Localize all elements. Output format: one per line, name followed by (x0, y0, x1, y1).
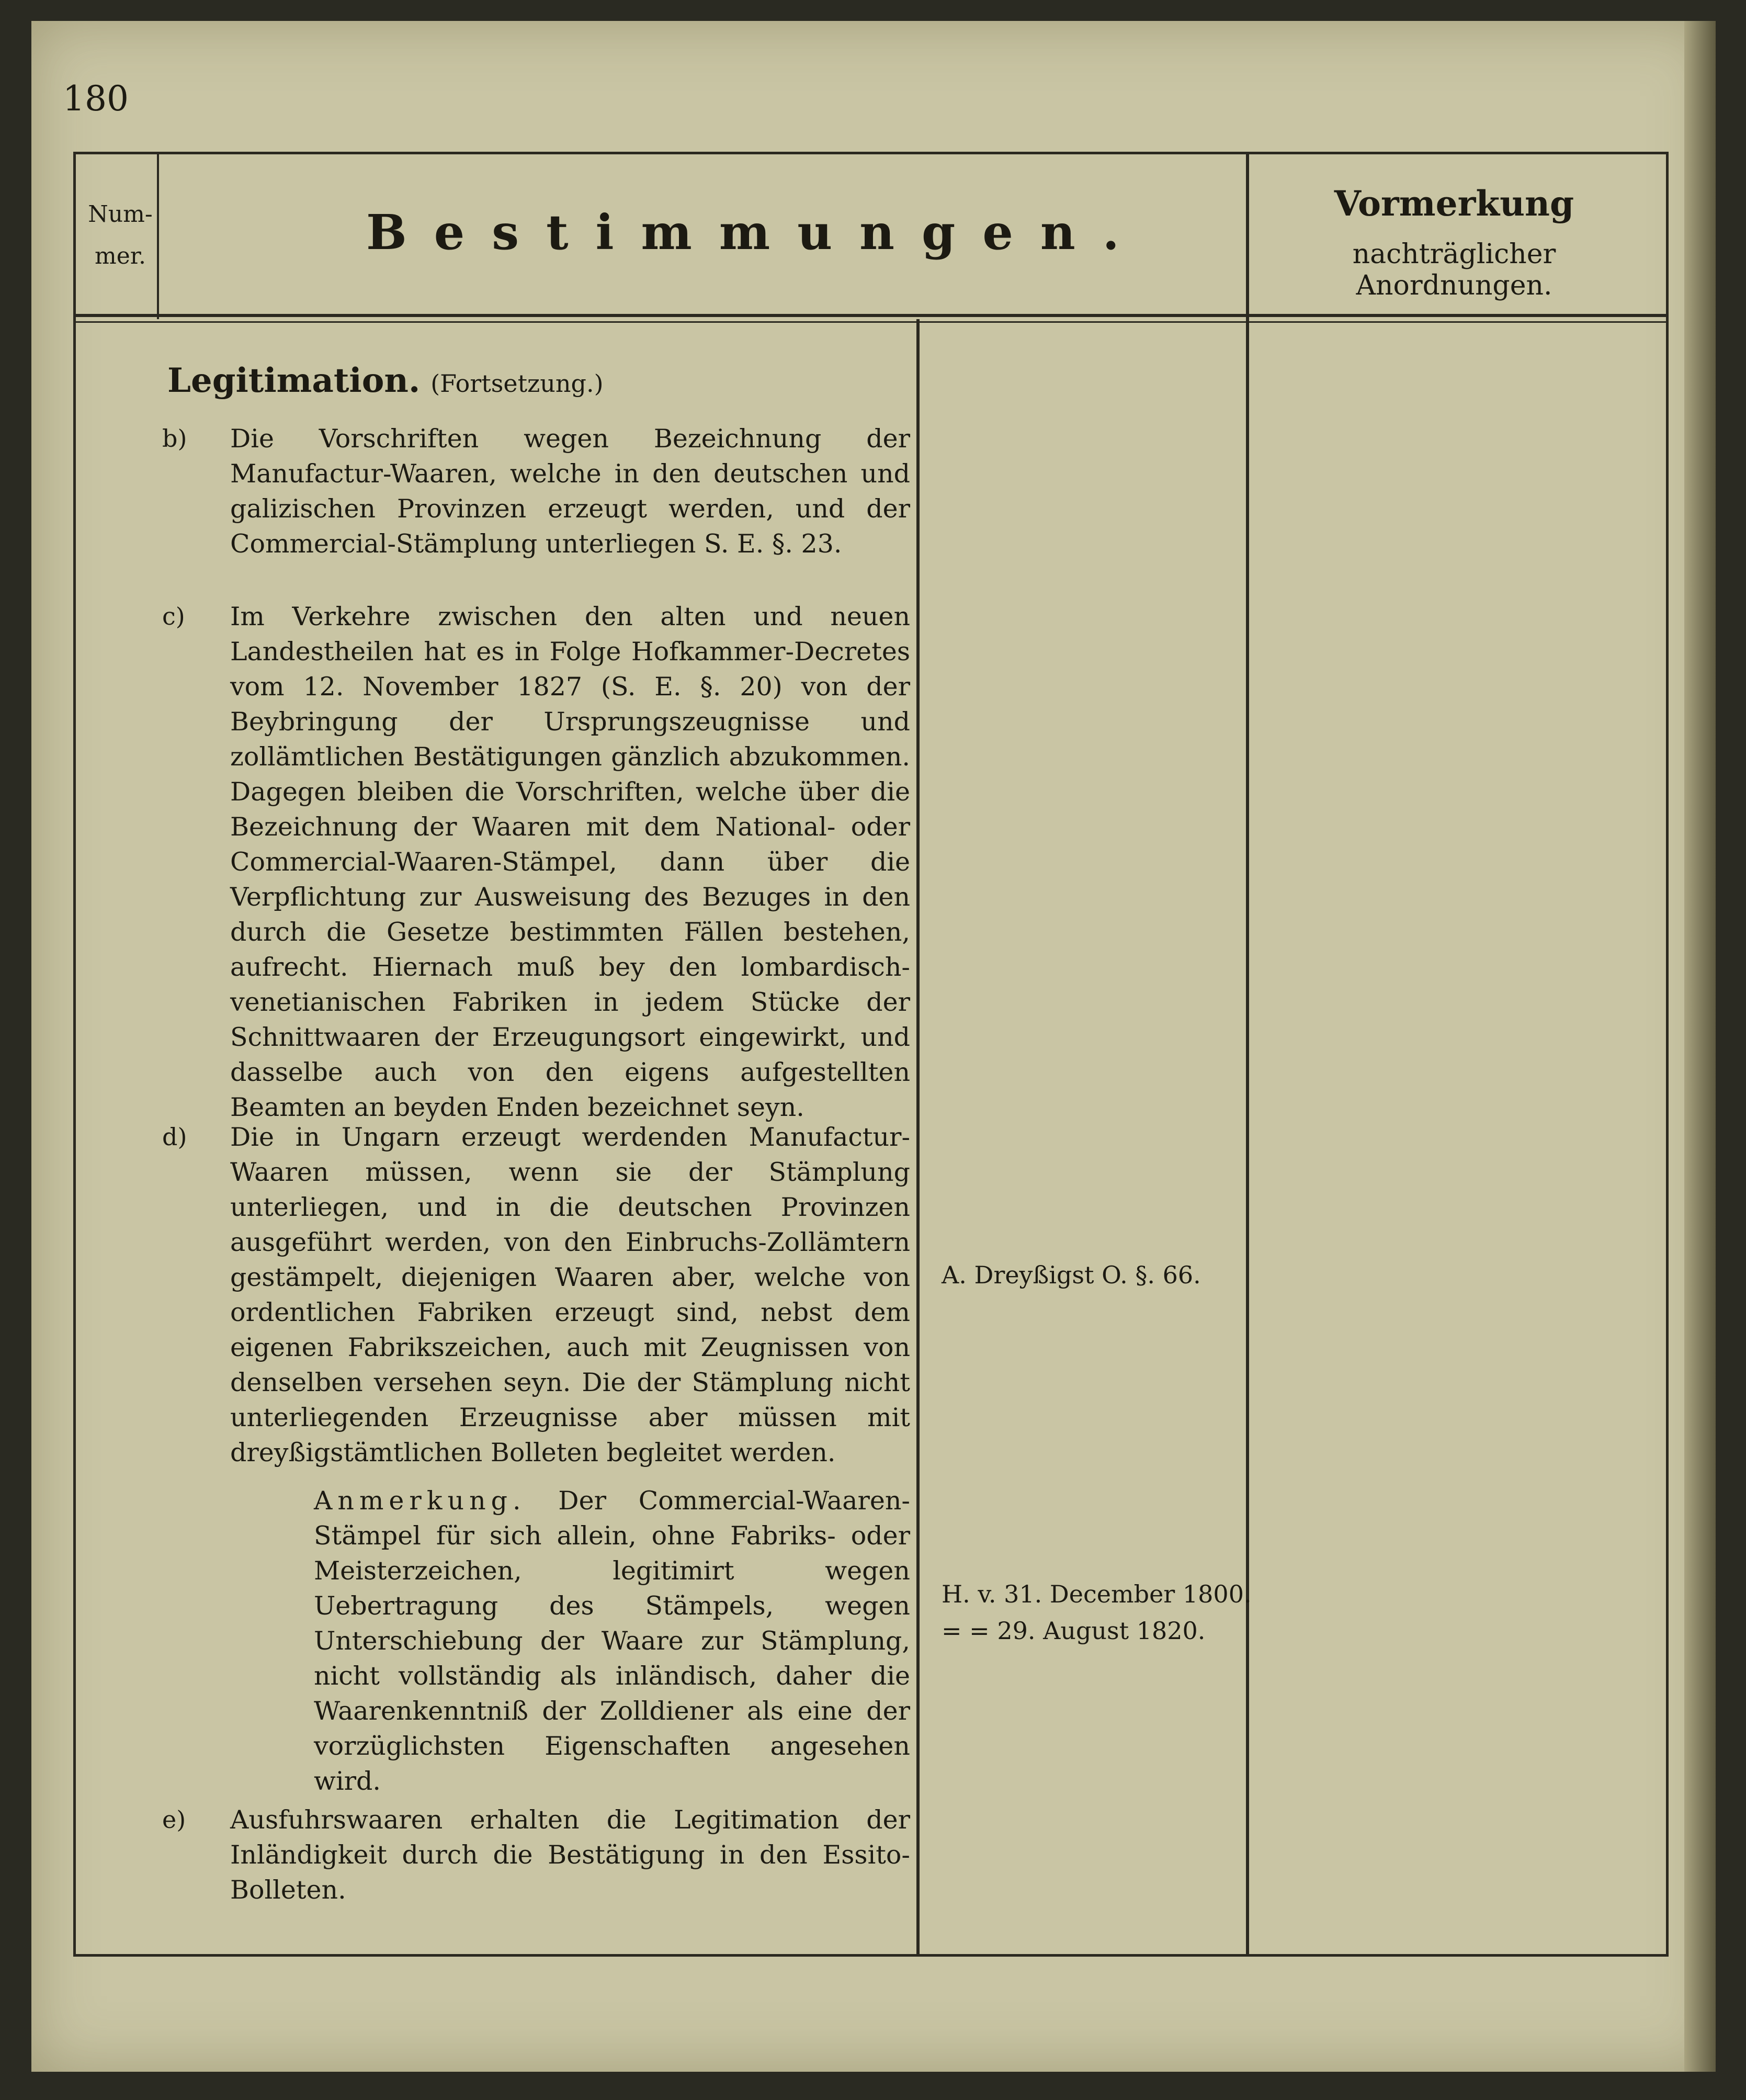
main-column-divider (916, 319, 920, 1954)
item-label: d) (162, 1123, 187, 1151)
section-heading (167, 361, 604, 400)
vormerkung-subtitle: nachträglicher Anordnungen. (1352, 239, 1556, 301)
provision-item-e (162, 1802, 910, 1907)
header-divider-thin (73, 321, 1666, 323)
item-text: Ausfuhrswaaren erhalten die Legitimation der Inländigkeit durch die Bestätigung in den Essito-Bolleten. (230, 1805, 910, 1905)
item-text: Die in Ungarn erzeugt werdenden Manufactur-Waaren müssen, wenn sie der Stämplung unterliegen, und in die deutschen Provinzen ausgeführt werden, von den Einbruchs-Zollämtern gestämpelt, diejenigen Waaren aber, welche von ordentlichen Fabriken erzeugt sind, nebst dem eigenen Fabrikszeichen, auch mit Zeugnissen von denselben versehen seyn. Die der Stämplung nicht unterliegenden Erzeugnisse aber müssen mit dreyßigstämtlichen Bolleten begleitet werden. (230, 1122, 910, 1467)
provision-item-c (162, 599, 910, 1125)
section-title: Legitimation. (167, 361, 421, 400)
reference-anmerkung-2: = = 29. August 1820. (942, 1617, 1206, 1645)
vormerkung-header (1255, 178, 1653, 301)
page-number: 180 (63, 78, 129, 119)
provision-item-d (162, 1120, 910, 1470)
header-divider (73, 314, 1666, 317)
item-label: b) (162, 424, 187, 453)
item-label: e) (162, 1805, 186, 1834)
vormerkung-title: Vormerkung (1334, 183, 1574, 224)
number-header-line1: Num- (88, 201, 153, 228)
provision-item-b (162, 421, 910, 561)
number-column-header (84, 194, 157, 277)
item-text: Im Verkehre zwischen den alten und neuen Landestheilen hat es in Folge Hofkammer-Decretes vom 12. November 1827 (S. E. §. 20) von der Beybringung der Ursprungszeugnisse und zollämtlichen Bestätigungen gänzlich abzukommen. Dagegen bleiben die Vorschriften, welche über die Bezeichnung der Waaren mit dem National- oder Commercial-Waaren-Stämpel, dann über die Verpflichtung zur Ausweisung des Bezuges in den durch die Gesetze bestimmten Fällen bestehen, aufrecht. Hiernach muß bey den lombardisch-venetianischen Fabriken in jedem Stücke der Schnittwaaren der Erzeugungsort eingewirkt, und dasselbe auch von den eigens aufgestellten Beamten an beyden Enden bezeichnet seyn. (230, 602, 910, 1122)
item-text: Die Vorschriften wegen Bezeichnung der Manufactur-Waaren, welche in den deutschen und galizischen Provinzen erzeugt werden, und der Commercial-Stämplung unterliegen S. E. §. 23. (230, 424, 910, 559)
page-title: Bestimmungen. (366, 204, 1147, 261)
number-header-line2: mer. (95, 243, 146, 269)
reference-anmerkung-1: H. v. 31. December 1800. (942, 1580, 1252, 1608)
anmerkung-label: Anmerkung. (314, 1486, 526, 1516)
item-label: c) (162, 602, 185, 630)
book-gutter (1684, 21, 1716, 2072)
reference-column-divider (1246, 152, 1249, 1954)
anmerkung-text: Der Commercial-Waaren-Stämpel für sich allein, ohne Fabriks- oder Meisterzeichen, legitimirt wegen Uebertragung des Stämpels, wegen Unterschiebung der Waare zur Stämplung, nicht vollständig als inländisch, daher die Waarenkenntniß der Zolldiener als eine der vorzüglichsten Eigenschaften angesehen wird. (314, 1486, 910, 1796)
reference-item-d: A. Dreyßigst O. §. 66. (942, 1261, 1201, 1289)
section-subtitle: (Fortsetzung.) (430, 369, 604, 398)
num-column-divider (157, 152, 159, 319)
anmerkung-note (314, 1483, 910, 1799)
